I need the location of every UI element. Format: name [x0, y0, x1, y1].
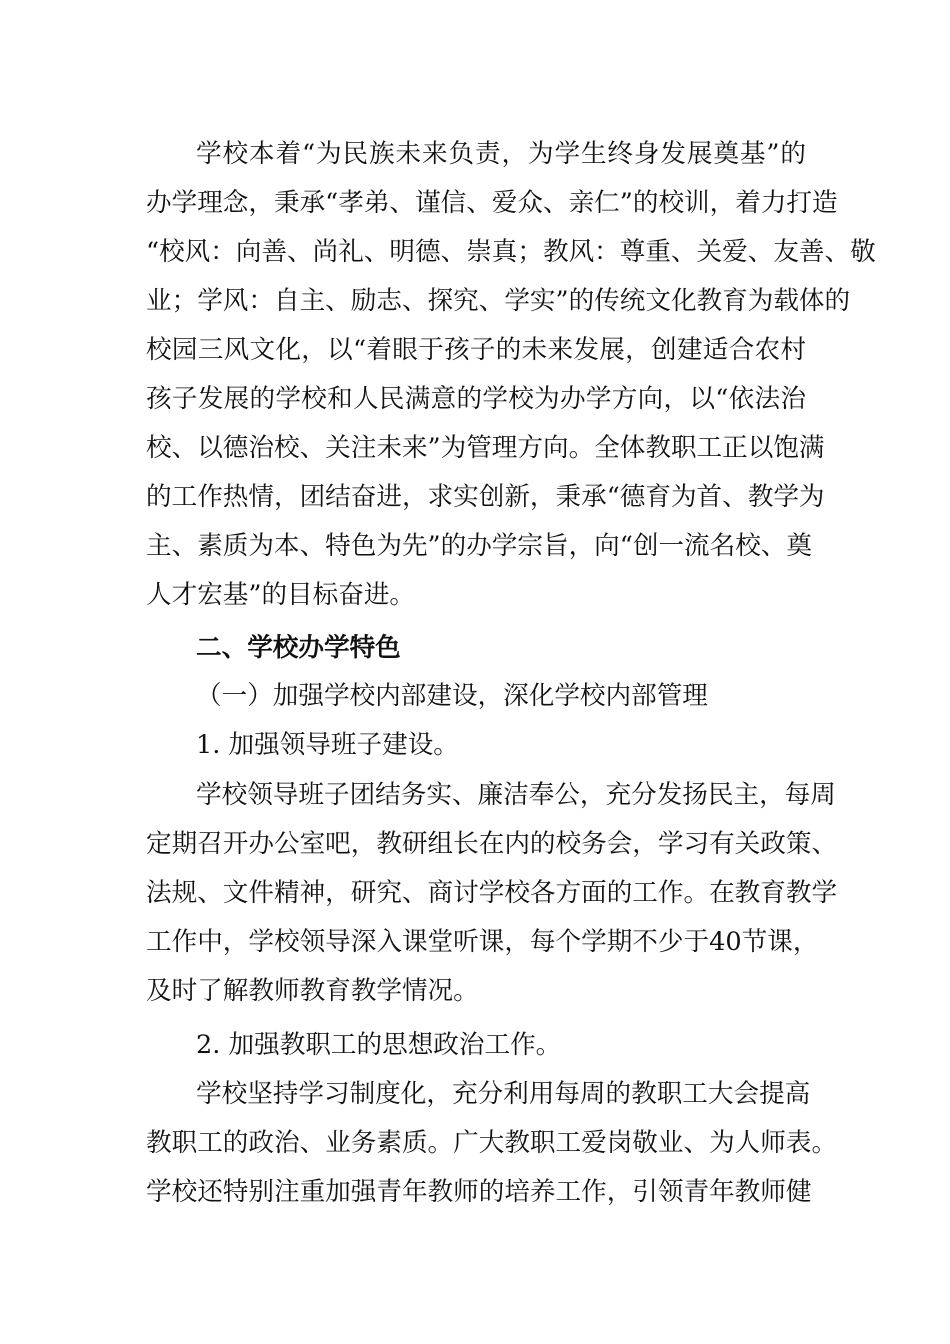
paragraph-line: “校风：向善、尚礼、明德、崇真；教风：尊重、关爱、友善、敬: [146, 237, 876, 267]
item-title: 2. 加强教职工的思想政治工作。: [196, 1030, 562, 1060]
subsection-heading: （一）加强学校内部建设，深化学校内部管理: [196, 681, 708, 711]
paragraph-line: 学校还特别注重加强青年教师的培养工作，引领青年教师健: [146, 1177, 812, 1207]
paragraph-line: 工作中，学校领导深入课堂听课，每个学期不少于40节课，: [146, 927, 819, 957]
paragraph-line: 法规、文件精神，研究、商讨学校各方面的工作。在教育教学: [146, 878, 838, 908]
paragraph-line: 学校坚持学习制度化，充分利用每周的教职工大会提高: [196, 1079, 811, 1109]
paragraph-line: 教职工的政治、业务素质。广大教职工爱岗敬业、为人师表。: [146, 1128, 838, 1158]
paragraph-line: 定期召开办公室吧，教研组长在内的校务会，学习有关政策、: [146, 829, 838, 859]
paragraph-line: 的工作热情，团结奋进，求实创新，秉承“德育为首、教学为: [146, 482, 825, 512]
paragraph-line: 孩子发展的学校和人民满意的学校为办学方向，以“依法治: [146, 384, 806, 414]
paragraph-line: 学校领导班子团结务实、廉洁奉公，充分发扬民主，每周: [196, 780, 836, 810]
paragraph-line: 主、素质为本、特色为先”的办学宗旨，向“创一流名校、奠: [146, 531, 813, 561]
paragraph-line: 人才宏基”的目标奋进。: [146, 580, 416, 610]
paragraph-line: 及时了解教师教育教学情况。: [146, 976, 479, 1006]
paragraph-line: 学校本着“为民族未来负责，为学生终身发展奠基”的: [196, 139, 806, 169]
paragraph-line: 业；学风：自主、励志、探究、学实”的传统文化教育为载体的: [146, 286, 851, 316]
paragraph-line: 办学理念，秉承“孝弟、谨信、爱众、亲仁”的校训，着力打造: [146, 188, 838, 218]
paragraph-line: 校、以德治校、关注未来”为管理方向。全体教职工正以饱满: [146, 433, 825, 463]
section-heading: 二、学校办学特色: [196, 633, 401, 663]
item-title: 1. 加强领导班子建设。: [196, 730, 459, 760]
paragraph-line: 校园三风文化，以“着眼于孩子的未来发展，创建适合农村: [146, 335, 806, 365]
